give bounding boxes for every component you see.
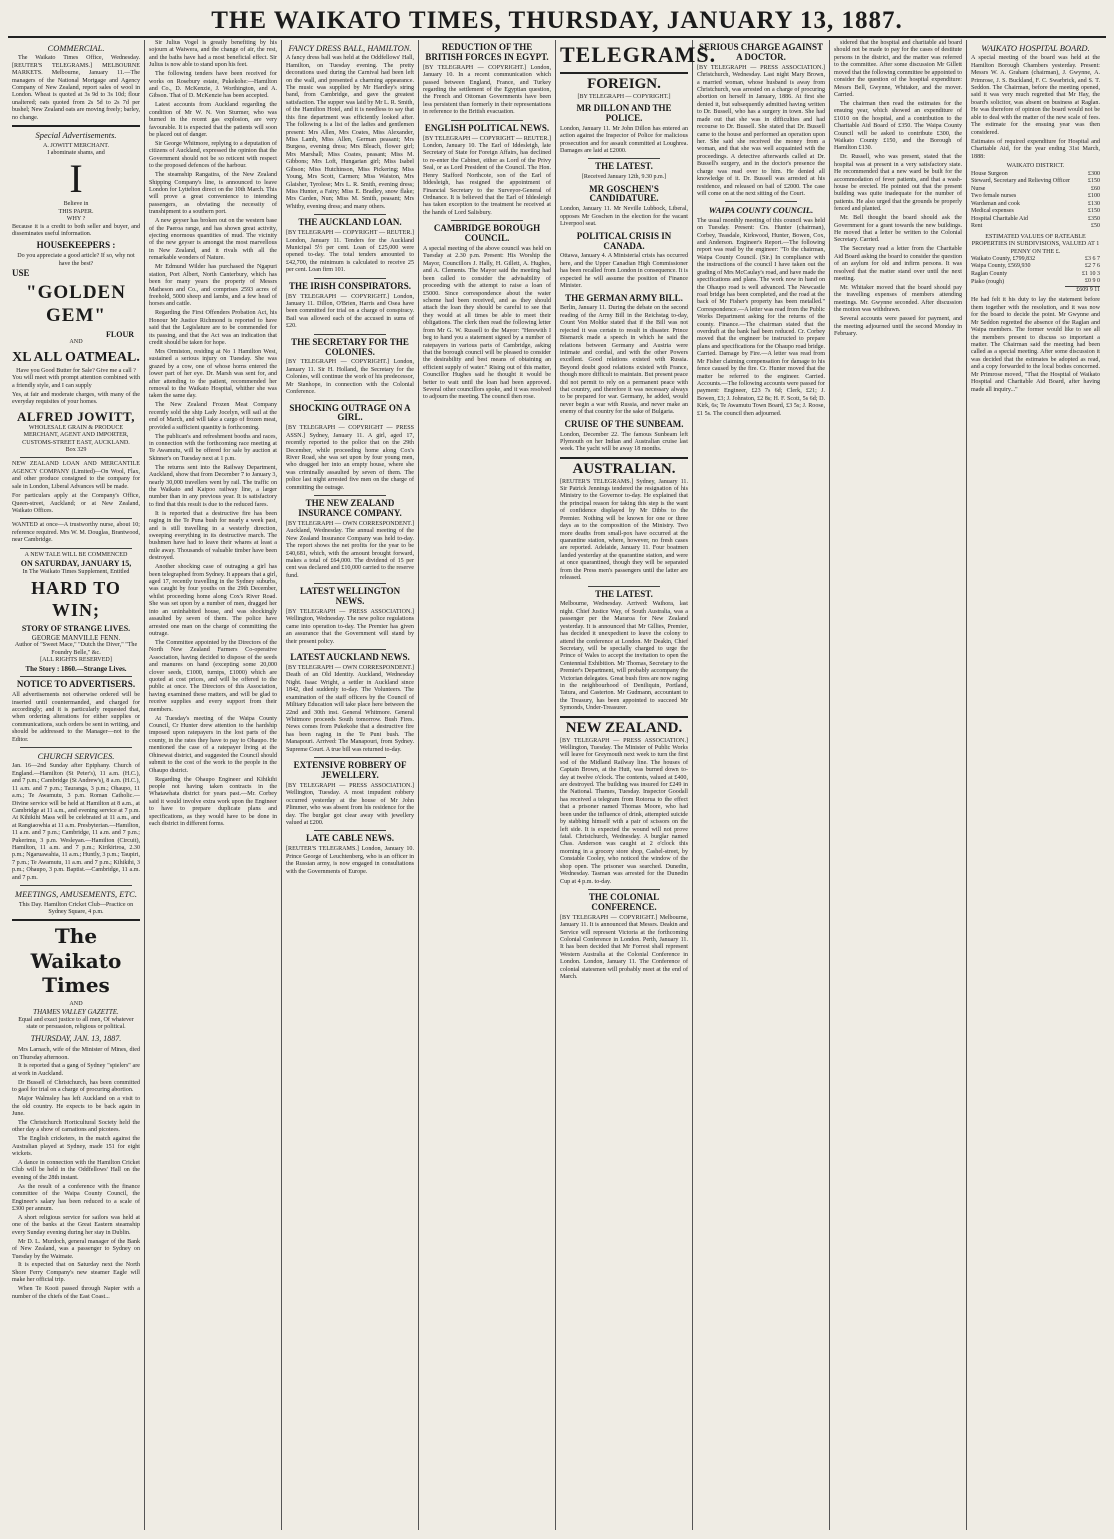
alfred-sub: WHOLESALE GRAIN & PRODUCE MERCHANT, AGENT AND IMPORTER, CUSTOMS-STREET EAST, AUCKLAND. bbox=[22, 424, 130, 446]
table-row bbox=[971, 263, 1100, 271]
valuation-amount: £3 6 7 bbox=[1085, 255, 1100, 262]
foreign-heading: FOREIGN. bbox=[587, 75, 661, 92]
news-item: Latest accounts from Auckland regarding the condition of Mr W. N. Von Sturmer, who was burned in the recent gas explosion, are very favourable. It is expected that the patients will soon be placed out of danger. bbox=[149, 102, 277, 139]
news-item: Mr. Whitaker moved that the board should pay the travelling expenses of members attending meetings. Mr. Gwynne seconded. After discussion the motion was withdrawn. bbox=[834, 285, 962, 314]
news-item: The publican's and refreshment booths and races, in connection with the forthcoming race meeting at Te Awamutu, will be offered for sale by auction at Skinner's on Tuesday next at 1 p.m. bbox=[149, 433, 277, 462]
auckland-text: [BY TELEGRAPH — OWN CORRESPONDENT.] Death of an Old Identity. Auckland, Wednesday Night. Isaac Wright, a settler in Auckland since 1842, died suddenly to-day. The Volunteers. The examination of the staff officers by the Council of Military Education will take place here between the 22nd and 30th inst. General Whitmore. General Whitmore proceeds South tomorrow. Bush Fires. News comes from Pukekohe that a destructive fire has been raging in the Te Puni bush. The Manapouri. Arrived: The Manapouri, from Sydney. Supreme Court. A true bill was returned to-day. bbox=[286, 665, 414, 753]
estimate-amount: £150 bbox=[1088, 208, 1100, 215]
jewellery-heading: EXTENSIVE ROBBERY OF JEWELLERY. bbox=[293, 760, 407, 780]
estimate-item: Two female nurses bbox=[971, 193, 1017, 200]
believe-line-2: THIS PAPER. bbox=[58, 208, 94, 215]
nz-text: [BY TELEGRAPH — PRESS ASSOCIATION.] Wellington, Tuesday. The Minister of Public Works will leave for Greymouth next week to turn the first sod of the Midland Railway line. The houses of Captain Brown, at the Hutt, was burned down to-day at twelve o'clock. The contents, valued at £400, are destroyed. The building was insured for £249 in the National. Thames, Tuesday. Inspector Goodall has received a telegram from Rotorua to the effect that a prisoner named Thomas Moore, who had been under the influence of drink, attempted suicide by stabbing himself with a pair of scissors on the left side. It is expected the wound will not prove fatal. Christchurch, Wednesday. A burglar named Chas. Anderson was caught at 2 o'clock this morning in a grocery store shop, Cashel-street, by Constable Cooley, who noticed the window of the shop open. The prisoner was searched. Dunedin, Wednesday. Tasman was arrested for the Dunedin Cup at 4 p.m. to-day. bbox=[560, 737, 688, 885]
divider bbox=[20, 457, 132, 458]
latest-heading: THE LATEST. bbox=[595, 161, 653, 172]
fancy-heading: FANCY DRESS BALL, HAMILTON. bbox=[288, 43, 412, 53]
insurance-heading: THE NEW ZEALAND INSURANCE COMPANY. bbox=[298, 498, 402, 518]
news-item: The Secretary read a letter from the Charitable Aid Board asking the board to consider the question of an asylum for old and infirm persons. It was resolved that the matter stand over until the next meeting. bbox=[834, 246, 962, 283]
author-sub: Author of "Sweet Mace," "Dutch the Diver," "The Foundry Belle," &c. bbox=[14, 642, 138, 656]
column-8 bbox=[967, 40, 1104, 1530]
supplement-line: In The Waikato Times Supplement, Entitled bbox=[22, 568, 130, 575]
divider bbox=[314, 214, 386, 215]
author: GEORGE MANVILLE FENN. bbox=[31, 633, 121, 642]
charge-text: [BY TELEGRAPH — PRESS ASSOCIATION.] Christchurch, Wednesday. Last night Mary Brown, a married woman, whose husband is away from Christchurch, was arrested on a charge of procuring abortion on herself in January, 1886. At first she denied it, but subsequently admitted having written to Dr. Bussell, who has a surgery in town. She had made out that she was in difficulties and had recourse to Dr. Bussell. She stated that Dr. Bussell came to the house and performed an operation upon her. She said she received the money from a woman, and that she was well acquainted with the proceedings. A detective afterwards called at Dr. Bussell's surgery, and in the doctor's presence the charge was read over to him. He denied all knowledge of it. Dr. Bussell was arrested at his residence, and released on bail of £2000. The case will come on at the next sitting of the Court. bbox=[697, 64, 825, 197]
flour-label: FLOUR bbox=[106, 329, 134, 339]
divider bbox=[560, 457, 688, 459]
news-item: The returns sent into the Railway Department, Auckland, show that from December 7 to January 3, nearly 30,000 travellers went by rail. The traffic on the Waikato and Kaipoo railway line, a larger number than in any previous year. It is satisfactory to find that this result is due to the reduced fares. bbox=[149, 464, 277, 508]
news-item: sidered that the hospital and charitable aid board should not be made to pay for the cases of destitute persons in the district, and the matter was referred to the committee. After some discussion Mr Gillett moved that the following committee be appointed to consider the question of the hospital expenditure: Messrs Bell, Gwynne, Whitaker, and the mover. Carried. bbox=[834, 40, 962, 98]
masthead: THE WAIKATO TIMES, THURSDAY, JANUARY 13, 1887. bbox=[8, 6, 1106, 38]
paper-name: The Waikato Times bbox=[30, 924, 122, 998]
dillon-heading: MR DILLON AND THE POLICE. bbox=[576, 102, 672, 123]
estimate-item: Medical expenses bbox=[971, 208, 1014, 215]
story-1860: The Story : 1860.—Strange Lives. bbox=[25, 664, 127, 673]
jowitt-line: A. JOWITT MERCHANT. bbox=[42, 142, 110, 149]
valuation-item: Piako (rough) bbox=[971, 278, 1005, 285]
story-of: STORY OF STRANGE LIVES. bbox=[21, 624, 131, 634]
oatmeal: XL ALL OATMEAL. bbox=[12, 349, 140, 365]
valuation-amount: £1 10 3 bbox=[1082, 270, 1100, 277]
table-row bbox=[971, 286, 1100, 294]
column-7 bbox=[830, 40, 967, 1530]
divider bbox=[560, 716, 688, 718]
use-label: USE bbox=[12, 268, 30, 279]
hospital-text-2: He had felt it his duty to lay the statement before them together with the resolution, and it was now for the board to decide the point. Mr Gwynne and Mr Seddon regretted the absence of the Raglan and Waipa members. The former would like to see all the members present to discuss so important a matter. The Chairman said the meeting had been called as a special meeting. After some discussion it was decided that the estimates be adopted as read, and a copy forwarded to the local bodies concerned. Mr Primrose moved, "That the Hospital of Waikato Hospital and Charitable Aid Board, after having made all inquiry..." bbox=[971, 297, 1100, 393]
colonial-text: [BY TELEGRAPH — COPYRIGHT.] Melbourne, January 11. It is announced that Messrs. Deakin and Service will represent Victoria at the forthcoming Colonial Conference in London. Perth, January 11. It has been decided that Mr Forrest shall represent Western Australia at the Colonial Conference in London. London, January 11. The Conference of colonial statesmen will probably meet at the end of March. bbox=[560, 914, 688, 981]
news-item: Major Walmsley has left Auckland on a visit to the old country. He expects to be back again in June. bbox=[12, 1096, 140, 1117]
news-item: When Te Kooti passed through Napier with a number of the chiefs of the East Coast... bbox=[12, 1286, 140, 1300]
commercial-paragraph: The Waikato Times Office, Wednesday. [REUTER'S TELEGRAMS.] MELBOURNE MARKETS. Melbourne, January 11.—The managers of the National Mortgage and Agency Company of New Zealand, report sales of wool in London. Wheat is quoted at 3s 9d to 3s 10d; flour unaltered; oats quoted from 2s 5d to 2s 7d per bushel; New Zealand oats are moving freely; barley, no change. bbox=[12, 55, 140, 121]
news-item: The steamship Rangatira, of the New Zealand Shipping Company's line, is announced to leave London for Lyttelton direct on the 10th March. This will prove a great convenience to intending passengers, as obviating the necessity of transhipment to a southern port. bbox=[149, 172, 277, 216]
valuation-table bbox=[971, 256, 1100, 295]
news-item: The New Zealand Frozen Meat Company recently sold the ship Lady Jocelyn, will sail at the end of March, and will take a cargo of frozen meat, provided a sufficient quantity is forthcoming. bbox=[149, 402, 277, 431]
divider bbox=[20, 518, 132, 519]
fancy-text: A fancy dress ball was held at the Oddfellows' Hall, Hamilton, on Tuesday evening. The pretty decorations used during the Carnival had been left on the wall, and presented a charming appearance. The music was supplied by Mr Hardley's string band, from Cambridge, and gave the greatest satisfaction. The supper was laid by Mr L. R. Smith, of the Hamilton Hotel, and it is needless to say that this fine department was efficiently looked after. The following is a list of the ladies and gentlemen present: Mrs Allen, Mrs Coates, Miss Alexander, Miss Lamb, Miss Allen, German peasant; Mrs Burgess, evening dress; Mrs Bleach, flower girl; Mrs Marshall; Miss Coates, peasant; Miss M. Gibbons; Mrs Loft, Hungarian girl; Miss Isabel Gibson; Miss Hutchinson, Miss Pickering; Miss Young, Mrs Scott, Carmen; Miss Waiston, Mrs Glaisher, Tyrolese; Mrs L. R. Smith, evening dress; Miss Hunter, a Fairy; Miss E. Bradley, snow flake; Mrs Carden, Nun; Miss M. Smith, peasant; Mrs Whitby, evening dress; and many others. bbox=[286, 55, 414, 210]
insurance-text: [BY TELEGRAPH — OWN CORRESPONDENT.] Auckland, Wednesday. The annual meeting of the New Zealand Insurance Company was held to-day. The report shows the net profits for the year to be £40,681, which, with the amount brought forward, makes a total of £64,000. The dividend of 15 per cent was declared and £10,000 carried to the reserve fund. bbox=[286, 520, 414, 579]
news-item: It is reported that a gang of Sydney "spielers" are at work in Auckland. bbox=[12, 1063, 140, 1077]
divider bbox=[20, 548, 132, 549]
believe-line-1: Believe in bbox=[63, 201, 89, 208]
late-cable-heading: LATE CABLE NEWS. bbox=[305, 833, 395, 844]
saturday-line: ON SATURDAY, JANUARY 15, bbox=[20, 559, 132, 569]
column-6 bbox=[693, 40, 830, 1530]
nz-heading: NEW ZEALAND. bbox=[565, 719, 683, 736]
goschen-text: London, January 11. Mr Neville Lubbock, Liberal, opposes Mr Goschen in the election for the vacant Liverpool seat. bbox=[560, 206, 688, 228]
cambridge-heading: CAMBRIDGE BOROUGH COUNCIL. bbox=[433, 223, 541, 244]
prompt-text: You will meet with prompt attention combined with a friendly style, and I can supply bbox=[12, 375, 140, 389]
divider bbox=[588, 889, 660, 890]
shocking-heading: SHOCKING OUTRAGE ON A GIRL. bbox=[289, 402, 411, 423]
news-item: A new geyser has broken out on the western base of the Paeroa range, and has shown great activity, ejecting enormous quantities of mud. The vicinity of the new geyser is amongst the most marvellous in New Zealand, and it rivals with all the remarkable wonders of Nature. bbox=[149, 218, 277, 262]
rights: [ALL RIGHTS RESERVED] bbox=[40, 657, 112, 664]
latest-recv: [Received January 12th, 9.30 p.m.] bbox=[581, 174, 667, 181]
reduction-heading: REDUCTION OF THE BRITISH FORCES IN EGYPT. bbox=[425, 42, 549, 62]
australian-heading: AUSTRALIAN. bbox=[572, 460, 676, 477]
auckland-loan-heading: THE AUCKLAND LOAN. bbox=[298, 217, 402, 228]
particulars-text: For particulars apply at the Company's Office, Queen-street, Auckland; or at New Zealand, Waikato Offices. bbox=[12, 493, 140, 514]
jewellery-text: [BY TELEGRAPH — PRESS ASSOCIATION.] Wellington, Tuesday. A most impudent robbery occurred yesterday at the house of Mr John Plimmer, who was absent from his residence for the day. The burglar got clear away with jewellery valued at £200. bbox=[286, 782, 414, 826]
canada-text: Ottawa, January 4. A Ministerial crisis has occurred here, and the Upper Canadian High Commissioner has been recalled from London in consequence. It is expected he will assume the position of Finance Minister. bbox=[560, 253, 688, 290]
divider bbox=[451, 220, 523, 221]
news-item: Another shocking case of outraging a girl has been telegraphed from Sydney. It appears that a girl, aged 17, recently travelling in the Sydney suburbs, was caught by four youths on the 29th December, whilst proceeding home along Cox's River Road. She was set upon by a number of men, dragged her into an uninhabited house, and was shockingly assaulted by seven of them. The police have arrested one man on the charge of committing the outrage. bbox=[149, 564, 277, 637]
valuation-item: Raglan County bbox=[971, 270, 1008, 277]
telegrams-heading: TELEGRAMS. bbox=[560, 42, 717, 67]
late-cable-text: [REUTER'S TELEGRAMS.] London, January 10. Prince George of Leuchtenberg, who is an officer in the Russian army, is now engaged in consultations with the Governments of Europe. bbox=[286, 846, 414, 875]
secretary-heading: THE SECRETARY FOR THE COLONIES. bbox=[291, 336, 409, 357]
paper-and: AND bbox=[69, 1000, 83, 1007]
news-item: Regarding the Ohaupo Engineer and Kihikihi people not having taken contracts in the Whatawhata district for years past.—Mr. Corbey said it would involve extra work upon the Engineer to have to prepare duplicate plans and specifications, as they would have to be done in each district in different forms. bbox=[149, 776, 277, 828]
estimate-item: Steward, Secretary and Relieving Officer bbox=[971, 178, 1071, 185]
german-heading: THE GERMAN ARMY BILL. bbox=[565, 292, 683, 303]
news-item: The chairman then read the estimates for the ensuing year, which showed an expenditure of £1010 on the hospital, and a contribution to the Charitable Aid Board of £350. The Waipa County Council will be asked to contribute £300, the Waikato County £150, and the Borough of Hamilton £130. bbox=[834, 100, 962, 152]
estimate-item: Wardsman and cook bbox=[971, 200, 1020, 207]
wanted-text: WANTED at once—A trustworthy nurse, about 10; reference required. Mrs W. M. Douglas, Brantwood, near Cambridge. bbox=[12, 522, 140, 544]
column-4 bbox=[419, 40, 556, 1530]
secretary-text: [BY TELEGRAPH — COPYRIGHT.] London, January 11. Sir H. Holland, the Secretary for the Colonies, will continue the work of his predecessor, Mr Stanhope, in connection with the Colonial Conference. bbox=[286, 359, 414, 396]
yes-text: Yes, at fair and moderate charges, with many of the everyday requisites of your homes. bbox=[12, 392, 140, 406]
valuation-amount: £0 9 0 bbox=[1085, 278, 1100, 285]
news-item: Dr Bussell of Christchurch, has been committed to gaol for trial on a charge of procuring abortion. bbox=[12, 1079, 140, 1094]
hard-to-win: HARD TO WIN; bbox=[31, 578, 121, 621]
estimate-amount: £150 bbox=[1088, 178, 1100, 185]
news-item: At Tuesday's meeting of the Waipa County Council, Cr Hunter drew attention to the hardship imposed upon ratepayers in the lost parts of the county, in the rates they have to pay to Ohaupo. He mentioned the case of a ratepayer living at the Ohinewai district, and suggested the Council should submit to the cost of the work to the people in the Ohaupo district. bbox=[149, 715, 277, 774]
meetings-heading: MEETINGS, AMUSEMENTS, ETC. bbox=[15, 889, 137, 900]
estimate-amount: £130 bbox=[1088, 200, 1100, 207]
table-row bbox=[971, 271, 1100, 279]
table-row bbox=[971, 216, 1100, 224]
english-political-text: [BY TELEGRAPH — COPYRIGHT — REUTER.] London, January 10. The Earl of Iddesleigh, late Secretary of State for Foreign Affairs, has declined to re-enter the Cabinet, either as Lord of the Privy Seal, or as Lord President of the Council. The Hon. Henry Stafford Northcote, son of the Earl of Iddesleigh, has resigned the appointment of Financial Secretary to the Surveyor-General of Ordnance. It is believed that the Earl of Iddesleigh has taken exception to the treatment he received at the hands of Lord Salisbury. bbox=[423, 135, 551, 216]
news-item: Mrs Ormiston, residing at No 1 Hamilton West, sustained a serious injury on Tuesday. She was grazed by a cow, one of whose horns entered the lower part of her eye. Dr. Marsh was sent for, and after attending to the patient, recommended her removal to the Waikato Hospital, whither she was taken the same day. bbox=[149, 348, 277, 400]
news-item: Mrs Larnach, wife of the Minister of Mines, died on Thursday afternoon. bbox=[12, 1047, 140, 1061]
divider bbox=[20, 676, 132, 677]
divider bbox=[20, 885, 132, 886]
box-line: Box 329 bbox=[65, 447, 87, 453]
divider bbox=[588, 158, 660, 159]
meetings-text: This Day. Hamilton Cricket Club—Practice on Sydney Square, 4 p.m. bbox=[18, 901, 134, 915]
latest2-text: Melbourne, Wednesday. Arrived: Waihora, last night. Chief Justice Way, of South Australia, was a passenger per the Mararoa for New Zealand yesterday. It is announced that Mr Gillies, Premier, has decided it unexpedient to leave the colony to attend the conference at London. Mr Deakin, Chief Secretary, will be specially charged to urge the Prince of Wales to accept the invitation to open the Centennial Exhibition. Mr Thomas, Secretary to the Premier's Department, will probably accompany the Victorian delegates. Great bush fires are now raging in the neighbourhood of Deniliquin, Portland, Tatura, and Casterton. Mr Gudmann, accountant to the Treasury, has been appointed to succeed Mr Symonds, Under-Treasurer. bbox=[560, 601, 688, 712]
waipa-heading: WAIPA COUNTY COUNCIL. bbox=[708, 205, 814, 216]
latest2-heading: THE LATEST. bbox=[595, 588, 653, 599]
dateline: THURSDAY, JAN. 13, 1887. bbox=[30, 1034, 122, 1044]
nz-loan-text: NEW ZEALAND LOAN AND MERCANTILE AGENCY COMPANY (Limited)—On Wool, Flax, and other produce consigned to the company for sale in London, Liberal Advances will be made. bbox=[12, 461, 140, 490]
estimates-subhead: WAIKATO DISTRICT. bbox=[1006, 163, 1065, 170]
wellington-heading: LATEST WELLINGTON NEWS. bbox=[299, 586, 401, 607]
sunbeam-heading: CRUISE OF THE SUNBEAM. bbox=[564, 418, 684, 429]
reduction-text: [BY TELEGRAPH — COPYRIGHT.] London, January 10. In a recent communication which passed between England, France, and Turkey regarding the settlement of the Egyptian question, the French and Ottoman Governments have been less persistent than formerly in their representations in reference to the British evacuation. bbox=[423, 64, 551, 116]
estimate-amount: £100 bbox=[1088, 193, 1100, 200]
news-item: The Christchurch Horticultural Society held the other day a show of carnations and picotees. bbox=[12, 1119, 140, 1134]
estimate-item: Nurse bbox=[971, 185, 986, 192]
hospital-heading: WAIKATO HOSPITAL BOARD. bbox=[981, 43, 1090, 53]
table-row bbox=[971, 193, 1100, 201]
charge-heading: SERIOUS CHARGE AGAINST A DOCTOR. bbox=[698, 42, 824, 62]
news-list bbox=[12, 1047, 140, 1301]
new-tale: A NEW TALE WILL BE COMMENCED bbox=[24, 551, 128, 558]
column-5 bbox=[556, 40, 717, 1530]
news-item: Sir George Whitmore, replying to a deputation of citizens of Auckland, expressed the opinion that the Government should not be so reticent with respect to the proposed defences of the harbour. bbox=[149, 140, 277, 170]
big-i: I bbox=[69, 156, 83, 202]
table-row bbox=[971, 201, 1100, 209]
col7-news bbox=[834, 40, 962, 338]
news-item: A short religious service for sailors was held at one of the banks at the Great Eastern steamship every Sunday evening during her stay in Dublin. bbox=[12, 1214, 140, 1236]
table-row bbox=[971, 256, 1100, 264]
foreign-copy: [BY TELEGRAPH — COPYRIGHT.] bbox=[577, 93, 671, 100]
housekeepers-heading: HOUSEKEEPERS : bbox=[36, 240, 116, 251]
english-political-heading: ENGLISH POLITICAL NEWS. bbox=[424, 122, 550, 133]
table-row bbox=[971, 208, 1100, 216]
news-item: Sir Julius Vogel is greatly benefiting by his sojourn at Waiwera, and the change of air, the rest, and the baths have had a most beneficial effect. Sir Julius is now able to stand upon his feet. bbox=[149, 40, 277, 69]
news-item: The following tenders have been received for works on Rosebury estate, Pukekohe:—Hamilton and Co., D. McKenzie, J. Worthington, and A. Gibson. That of D. McKenzie has been accepted. bbox=[149, 71, 277, 100]
irish-heading: THE IRISH CONSPIRATORS. bbox=[289, 280, 411, 291]
dillon-text: London, January 11. Mr John Dillon has entered an action against the Inspector of Police for malicious prosecution and for assault committed at Loughrea. Damages are laid at £2000. bbox=[560, 125, 688, 154]
commercial-heading: COMMERCIAL. bbox=[47, 43, 105, 53]
alfred-name: ALFRED JOWITT, bbox=[17, 408, 135, 424]
news-item: As the result of a conference with the finance committee of the Waipa County Council, the Engineer's salary has been reduced to a scale of £300 per annum. bbox=[12, 1183, 140, 1213]
cambridge-text: A special meeting of the above council was held on Tuesday at 2.30 p.m. Present: His Worship the Mayor, Councillors J. Hally, H. Gillett, A. Hughes, and A. Clements. The Mayor said the meeting had been called to consider the advisability of proceeding with the attempt to raise a loan of £5000. Since correspondence about the water scheme had been received, and as they should attach the loan they should be careful to see that they would at all times be able to meet their obligations. The clerk then read the following letter from Mr G. W. Russell to the Mayor: "Herewith I beg to hand you a statement signed by a number of ratepayers in various parts of Cambridge, asking that the borough council will be pleased to consider the desirability and best means of obtaining an efficient supply of water." Rising out of this matter, Councillor Hughes said he thought it would be better to wait until the loan had been approved. Several other councillors spoke, and it was resolved to adjourn the meeting. The council then rose. bbox=[423, 246, 551, 401]
believe-line-3: WHY ? bbox=[66, 216, 86, 223]
divider bbox=[12, 125, 140, 127]
divider bbox=[12, 919, 140, 921]
valuation-item: Waipa County, £569,930 bbox=[971, 263, 1031, 270]
column-1 bbox=[8, 40, 145, 1530]
column-3 bbox=[282, 40, 419, 1530]
and-label: AND bbox=[69, 339, 83, 346]
divider bbox=[314, 583, 386, 584]
church-text: Jan. 16—2nd Sunday after Epiphany. Church of England.—Hamilton (St Peter's), 11 a.m. (H.C.), and 7 p.m.; Cambridge (St Andrew's), 8 a.m. (H.C.), 11 a.m. and 7 p.m.; Tauranga, 3 p.m.; Ohaupo, 11 a.m.; Te Awamutu, 3 p.m. Roman Catholic.—Divine service will be held at Hamilton at 8 a.m., at Cambridge at 11 a.m., and evening service at 7 p.m. At Kihikihi Mass will be celebrated at 11 a.m., and at Rangiaowhia at 11 a.m. Presbyterian.—Hamilton, 11 a.m. and 7 p.m.; Cambridge, 11 a.m. and 7 p.m.; Pukerimu, 3 p.m. Wesleyan.—Hamilton (Circuit), Hamilton, 11 a.m. and 7 p.m.; Kirikiriroa, 2.30 p.m.; Ngaruawahia, 11 a.m.; Huntly, 3 p.m.; Taupiri, 7 p.m.; Te Awamutu, 11 a.m. and 7 p.m.; Kihikihi, 3 p.m.; Ohaupo, 3 p.m. Baptist.—Cambridge, 11 a.m. and 7 p.m. bbox=[12, 763, 140, 881]
divider bbox=[588, 586, 660, 587]
church-heading: CHURCH SERVICES. bbox=[37, 751, 115, 762]
news-item: It is expected that on Saturday next the North Shore Ferry Company's new steamer Eagle will make her official trip. bbox=[12, 1262, 140, 1284]
valuation-total: £609 9 11 bbox=[1065, 286, 1100, 294]
estimate-item: House Surgeon bbox=[971, 170, 1008, 177]
estimate-amount: £300 bbox=[1088, 170, 1100, 177]
divider bbox=[314, 495, 386, 496]
paper-motto: Equal and exact justice to all men, Of whatever state or persuasion, religious or political. bbox=[18, 1016, 134, 1030]
table-row bbox=[971, 223, 1100, 231]
news-item: The Committee appointed by the Directors of the North New Zealand Farmers Co-operative Association, having decided to dispose of the seeds and manures on hand (excepting some 20,000 clover seeds, £1000, turnips, £1000) which are quoted at cost prices, and will be offered to the public at once. The Directors of this Association, having examined these matters, and will be glad to receive supplies and every support from their members. bbox=[149, 639, 277, 713]
column-2 bbox=[145, 40, 282, 1530]
shocking-text: [BY TELEGRAPH — COPYRIGHT — PRESS ASSN.] Sydney, January 11. A girl, aged 17, recently reported to the police that on the 29th December, while proceeding home along Cox's River Road, she was set upon by four young men, who dragged her into an empty house, where she was criminally assaulted by seven of them. The police last night arrested five men on the charge of committing the outrage. bbox=[286, 425, 414, 491]
goschen-heading: MR GOSCHEN'S CANDIDATURE. bbox=[589, 183, 659, 204]
divider bbox=[451, 120, 523, 121]
estimates-table bbox=[971, 171, 1100, 231]
news-item: Several accounts were passed for payment, and the meeting adjourned until the second Monday in February. bbox=[834, 316, 962, 338]
valuation-heading: ESTIMATED VALUES OF RATEABLE PROPERTIES IN SUBDIVISIONS, VALUED AT 1 PENNY ON THE £. bbox=[971, 233, 1100, 255]
estimate-item: Hospital Charitable Aid bbox=[971, 215, 1028, 222]
col2-news bbox=[149, 40, 277, 828]
divider bbox=[314, 830, 386, 831]
auckland-loan-text: [BY TELEGRAPH — COPYRIGHT — REUTER.] London, January 11. Tenders for the Auckland Municipal 5½ per cent. Loan of £25,000 were opened to-day. The total tenders amounted to £42,700, the minimum is calculated to receive 25 per cent. Loan firm 101. bbox=[286, 230, 414, 274]
golden-gem: "GOLDEN GEM" bbox=[26, 282, 126, 327]
irish-text: [BY TELEGRAPH — COPYRIGHT.] London, January 11. Dillon, O'Brien, Harris and Osea have been committed for trial on a charge of conspiracy. Bail was allowed each of the accused in sums of £20. bbox=[286, 293, 414, 330]
news-item: Mr D. L. Murdoch, general manager of the Bank of New Zealand, was a passenger to Sydney on Tuesday by the Waimate. bbox=[12, 1238, 140, 1260]
colonial-heading: THE COLONIAL CONFERENCE. bbox=[588, 891, 660, 912]
divider bbox=[314, 400, 386, 401]
abominate-line: I abominate shams, and bbox=[47, 149, 105, 156]
notice-text: All advertisements not otherwise ordered will be inserted until countermanded, and charged for accordingly; and it is particularly requested that, when ordering alterations for either supplies or communications, such orders be sent in writing, and should be addressed to the Manager—not to the Editor. bbox=[12, 692, 140, 743]
auckland-heading: LATEST AUCKLAND NEWS. bbox=[290, 652, 410, 663]
notice-heading: NOTICE TO ADVERTISERS. bbox=[16, 679, 136, 690]
estimate-amount: £50 bbox=[1091, 223, 1100, 230]
news-item: It is reported that a destructive fire has been raging in the Te Puna bush for nearly a week past, and is still travelling in a westerly direction, sweeping everything in its destructive march. The bushmen have had to leave their whares at least a mile away. Thousands of valuable timber have been destroyed. bbox=[149, 510, 277, 562]
estimate-item: Rent bbox=[971, 223, 983, 230]
news-item: Regarding the First Offenders Probation Act, his Honour Mr Justice Richmond is reported to have said that the Legislature are to be commended for its passing, and that the Act was an indication that credit should be taken for hope. bbox=[149, 310, 277, 346]
news-item: Mr. Bell thought the board should ask the Government for a grant towards the new buildings. He moved that a letter be written to the Colonial Secretary. Carried. bbox=[834, 215, 962, 244]
waipa-text: The usual monthly meeting of this council was held on Tuesday. Present: Crs. Hunter (chairman), Corbey, Teasdale, Kirkwood, Hunter, Bowen, Cox, and Anderson. Engineer's Report.—The following report was read by the engineer: "To the chairman, Waipa County Council. (Sir.) In compliance with the instructions of the council I have taken out the grading of Mrs McCaulay's road, and have made the specifications and plans. The work now in hand on the Ohaupo road is well advanced. The Newcastle road bridge has been completed, and the road at the back of Mr Fisher's property has been metalled." Correspondence.—A letter was read from the Public Works Department asking for the returns of the county. Finance.—The chairman stated that the overdraft at the bank had been reduced. Cr. Corbey moved that the engineer be instructed to prepare plans and specifications for the Ohaupo road bridge. Carried. Damage by Fire.—A letter was read from Mr Fisher claiming compensation for damage to his fence caused by the fire. Cr. Hunter moved that the matter be referred to the engineer. Carried. Accounts.—The following accounts were passed for payment: Engineer, £23 7s 6d; Clerk, £21; J. Bowen, £3; J. Johnston, £2 8s; H. F. Scott, 5s 6d; D. Kirk, 6s; Te Awamutu Town Board, £3 5s; J. Roose, £1 5s. The council then adjourned. bbox=[697, 217, 825, 417]
housekeepers-text: Do you appreciate a good article? If so, why not have the best? bbox=[17, 253, 135, 267]
hospital-text: A special meeting of the board was held at the Hamilton Borough Chambers yesterday. Present: Messrs W. A. Graham (chairman), J. Gwynne, A. Primrose, J. S. Buckland, F. C. Swarbrick, and S. T. Seddon. The Chairman, before the meeting opened, said it was very much regretted that Mr Hay, the board's solicitor, was absent on business at Raglan. He was therefore of opinion the board would not be able to deal with the matter of the new scale of fees. The estimate for the ensuing year was then considered. bbox=[971, 55, 1100, 136]
divider bbox=[314, 757, 386, 758]
australian-text: [REUTER'S TELEGRAMS.] Sydney, January 11. Sir Patrick Jennings tendered the resignation of his Ministry to the Governor to-day. He explained that the principal reason for taking this step is the want of confidence displayed by Mr Dibbs to the Premier. Nothing will be known for one or three days as to the composition of the Ministry. Two more deaths from small-pox have occurred at the quarantine station, where, however, no fresh cases are reported. Adelaide, January 11. Four boatmen landed yesterday at the quarantine station, and were at once quarantined, though they will be separated from the Press men's passengers until the latter are released. bbox=[560, 478, 688, 582]
divider bbox=[560, 72, 688, 74]
sunbeam-text: London, December 22. The famous Sunbeam left Plymouth on her Indian and Australian cruise last week. The yacht will be away 18 months. bbox=[560, 431, 688, 453]
divider bbox=[314, 649, 386, 650]
good-butter: Have you Good Butter for Sale? Give me a call ? bbox=[16, 367, 136, 374]
table-row bbox=[971, 178, 1100, 186]
commercial-text bbox=[12, 55, 140, 122]
wellington-text: [BY TELEGRAPH — PRESS ASSOCIATION.] Wellington, Wednesday. The new police regulations came into operation to-day. The Premier has given an assurance that the Government will stand by their present policy. bbox=[286, 609, 414, 645]
estimate-amount: £60 bbox=[1091, 185, 1100, 192]
divider bbox=[314, 278, 386, 279]
news-item: A dance in connection with the Hamilton Cricket Club will be held in the Oddfellows' Hall on the evening of the 28th instant. bbox=[12, 1160, 140, 1181]
divider bbox=[314, 334, 386, 335]
canada-heading: POLITICAL CRISIS IN CANADA. bbox=[576, 230, 672, 251]
paper-sub: THAMES VALLEY GAZETTE. bbox=[33, 1007, 119, 1016]
news-item: The English cricketers, in the match against the Australian played at Sydney, made 151 for eight wickets. bbox=[12, 1136, 140, 1158]
special-ads-heading: Special Advertisements. bbox=[35, 130, 117, 141]
because-text: Because it is a credit to both seller and buyer, and disseminates useful information. bbox=[12, 223, 140, 238]
divider bbox=[725, 201, 797, 202]
german-text: Berlin, January 11. During the debate on the second reading of the Army Bill in the Reichstag to-day, Count Von Moltke stated that if the Bill was not rejected it was certain to result in disaster. Prince Bismarck made a speech in which he said the relations between Germany and Austria were intimate and cordial, and with the other Powers excellent. Good relations existed with Russia. Beyond doubt good relations existed with France, though more difficult to maintain. But present peace did not permit to rely on a permanent peace with that country, and therefore it was necessary always to be prepared for war. Germany, he added, would never begin a war with Russia, and never make an enemy of that country for the sake of Bulgaria. bbox=[560, 305, 688, 416]
table-row bbox=[971, 278, 1100, 286]
divider bbox=[20, 747, 132, 748]
news-item: Dr. Russell, who was present, stated that the hospital was at present in a very satisfactory state. He recommended that a new ward be built for the accommodation of fever patients, and that a wash-house be erected. He pointed out that the present building was quite inadequate for the number of patients. He also urged that the grounds be properly fenced and planted. bbox=[834, 154, 962, 213]
news-item: Mr Edmund Wilder has purchased the Ngapuri station, Port Albert, North Canterbury, which has been for many years the property of Messrs Matheson and Co., and comprises 2593 acres of freehold, 5000 sheep and lambs, and a few head of horses and cattle. bbox=[149, 264, 277, 308]
valuation-amount: £2 7 6 bbox=[1085, 263, 1100, 270]
estimates-intro: Estimates of required expenditure for Hospital and Charitable Aid, for the year ending 31st March, 1888: bbox=[971, 139, 1100, 160]
valuation-item: Waikato County, £799,832 bbox=[971, 255, 1036, 262]
columns bbox=[8, 40, 1106, 1530]
estimate-amount: £350 bbox=[1088, 215, 1100, 222]
